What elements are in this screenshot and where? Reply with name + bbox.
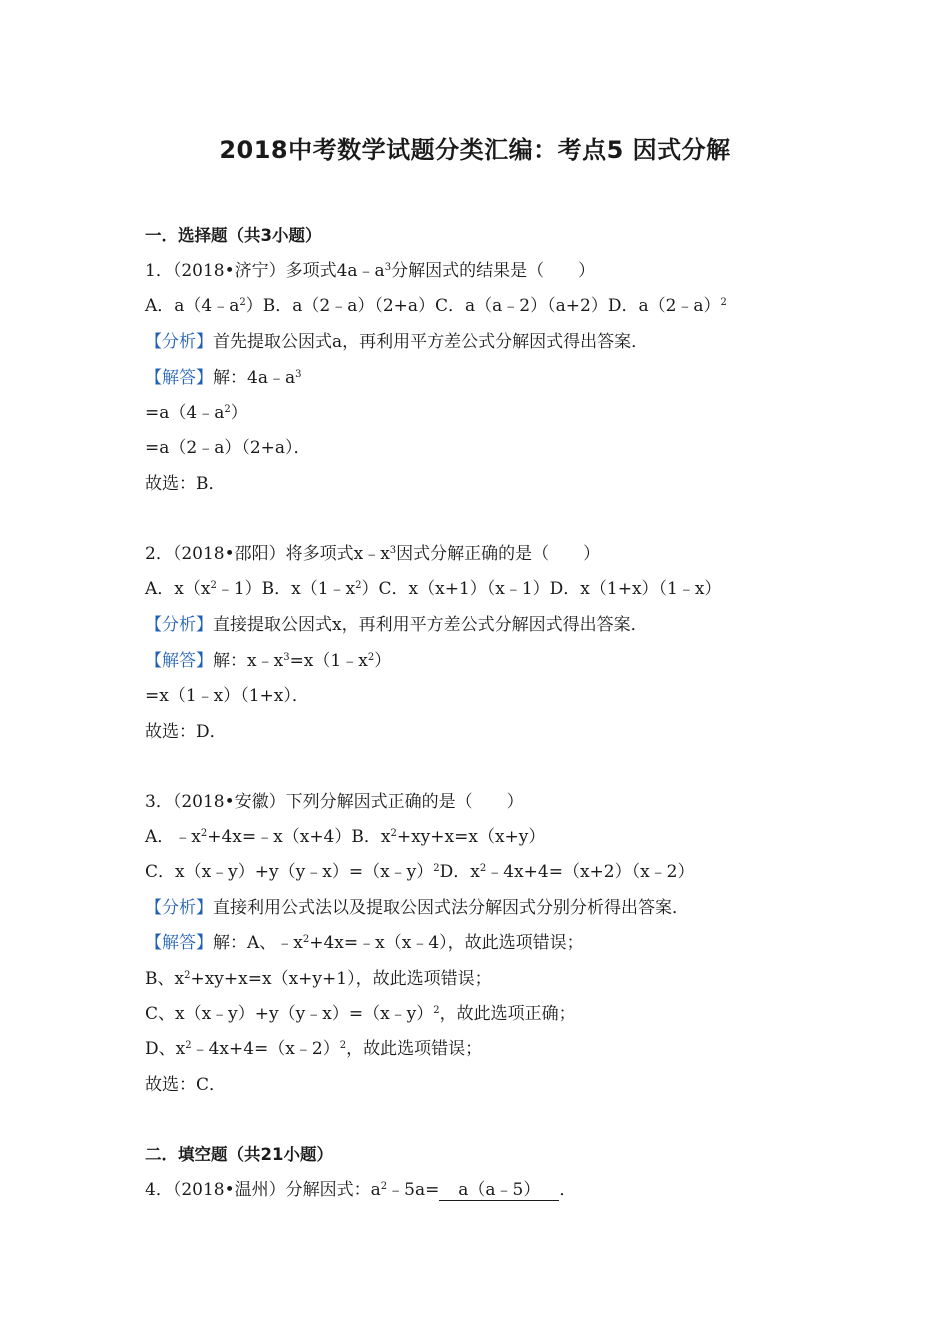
analysis-tag: 【分析】 bbox=[145, 898, 213, 918]
question-4-stem: 4．（2018•温州）分解因式：$a^2﹣5a=$ a（a﹣5） ． bbox=[145, 1180, 577, 1200]
question-2-analysis: 【分析】直接提取公因式x，再利用平方差公式分解因式得出答案． bbox=[145, 615, 648, 635]
analysis-tag: 【分析】 bbox=[145, 332, 213, 352]
question-3-answer: 故选：C． bbox=[145, 1075, 227, 1095]
page-title: 2018中考数学试题分类汇编：考点5 因式分解 bbox=[219, 136, 731, 164]
section-heading-fill: 二．填空题（共21小题） bbox=[145, 1145, 333, 1164]
question-1-step-2: =a（2﹣a）（2+a）． bbox=[145, 438, 311, 458]
question-1-analysis: 【分析】首先提取公因式a，再利用平方差公式分解因式得出答案． bbox=[145, 332, 649, 352]
question-3-options-ab: A．$﹣x^2+4x=﹣x(x+4)B$．$x^2+xy+x=x(x+y)$ bbox=[145, 827, 546, 847]
question-3-line-c: C、x（x﹣y）+y（y﹣x）=（x﹣y）$^2$，故此选项正确； bbox=[145, 1004, 576, 1024]
question-2-solution: 【解答】解：$x﹣x^3=x(1﹣x^2)$ bbox=[145, 651, 392, 671]
question-2-answer: 故选：D． bbox=[145, 722, 227, 742]
question-3-line-b: B、$x^2+xy+x=x(x+y+1)$，故此选项错误； bbox=[145, 969, 492, 989]
question-3-analysis: 【分析】直接利用公式法以及提取公因式法分解因式分别分析得出答案． bbox=[145, 898, 689, 918]
question-1-step-1: $=a(4﹣a^2)$ bbox=[145, 403, 248, 423]
question-3-options-cd: C．x（x﹣y）+y（y﹣x）=（x﹣y）$^2$D．$x^2﹣4x+4=(x+2)(x﹣2)$ bbox=[145, 862, 695, 882]
answer-blank: a（a﹣5） bbox=[439, 1180, 559, 1201]
solution-tag: 【解答】 bbox=[145, 651, 213, 671]
solution-tag: 【解答】 bbox=[145, 933, 213, 953]
question-1-options: A．$a(4﹣a^2)B$．a（2﹣a）（2+a）C．a（a﹣2）（a+2）D．a（2﹣a）$^2$ bbox=[145, 296, 727, 316]
question-2-stem: 2．（2018•邵阳）将多项式$x﹣x^3$因式分解正确的是（ ） bbox=[145, 544, 601, 564]
question-3-stem: 3．（2018•安徽）下列分解因式正确的是（ ） bbox=[145, 792, 524, 812]
question-1-stem: 1．（2018•济宁）多项式$4a﹣a^3$分解因式的结果是（ ） bbox=[145, 261, 596, 281]
question-2-step-1: =x（1﹣x）（1+x）． bbox=[145, 686, 309, 706]
question-3-line-d: D、$x^2﹣4x+4=(x﹣2)^2$，故此选项错误； bbox=[145, 1039, 483, 1059]
question-1-answer: 故选：B． bbox=[145, 474, 226, 494]
section-heading-choice: 一．选择题（共3小题） bbox=[145, 226, 322, 245]
analysis-tag: 【分析】 bbox=[145, 615, 213, 635]
question-2-options: A．$x(x^2﹣1)B$．$x(1﹣x^2)C$．x（x+1）（x﹣1）D．x（1+x）（1﹣x） bbox=[145, 579, 722, 599]
question-3-solution: 【解答】解：A、$﹣x^2+4x=﹣x(x﹣4)$，故此选项错误； bbox=[145, 933, 584, 953]
question-1-solution: 【解答】解：$4a﹣a^3$ bbox=[145, 368, 302, 388]
solution-tag: 【解答】 bbox=[145, 368, 213, 388]
